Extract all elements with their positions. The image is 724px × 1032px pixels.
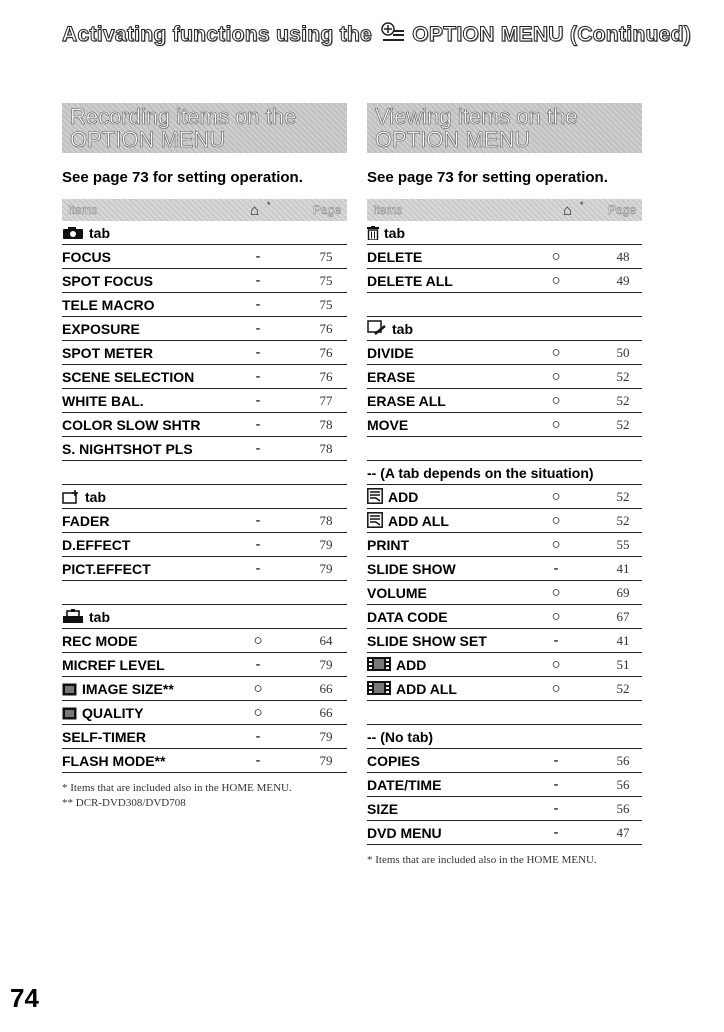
- page-reference: 49: [616, 273, 630, 288]
- home-menu-indicator: -: [255, 272, 261, 289]
- home-menu-indicator: ○: [551, 344, 561, 361]
- edit-tab-icon: [367, 319, 387, 343]
- page-reference: 79: [319, 753, 333, 768]
- quality-icon: [62, 703, 77, 727]
- item-name: [62, 365, 194, 389]
- item-label: TELE MACRO: [62, 297, 155, 313]
- table-row: [367, 821, 642, 845]
- page-reference: 41: [616, 633, 630, 648]
- item-label: DATA CODE: [367, 609, 448, 625]
- item-name: [367, 509, 449, 535]
- item-name: [367, 653, 426, 679]
- footnote: * Items that are included also in the HOME MENU.: [62, 782, 292, 794]
- page-reference: 52: [616, 681, 630, 696]
- playlist-add-icon: [367, 511, 383, 535]
- home-menu-indicator: ○: [551, 272, 561, 289]
- item-name: [367, 605, 448, 629]
- tab-name: [62, 221, 110, 247]
- table-row: [62, 509, 347, 533]
- item-name: [367, 533, 409, 557]
- home-menu-indicator: ○: [253, 632, 263, 649]
- tab-label: tab: [89, 225, 110, 241]
- home-menu-indicator: ○: [551, 680, 561, 697]
- tab-name: [367, 221, 405, 247]
- item-label: S. NIGHTSHOT PLS: [62, 441, 193, 457]
- page-reference: 75: [319, 297, 333, 312]
- page-reference: 52: [616, 369, 630, 384]
- item-label: QUALITY: [82, 705, 144, 721]
- item-name: [367, 485, 418, 511]
- table-row: [62, 413, 347, 437]
- table-row: [367, 605, 642, 629]
- table-row: [62, 269, 347, 293]
- item-name: [367, 269, 453, 293]
- home-menu-indicator: -: [255, 440, 261, 457]
- rec-settings-tab-icon: [62, 607, 84, 631]
- tab-label: tab: [392, 321, 413, 337]
- page-reference: 69: [616, 585, 630, 600]
- item-name: [62, 677, 174, 703]
- trash-tab-icon: [367, 223, 379, 247]
- home-menu-indicator: ○: [551, 248, 561, 265]
- header-page: Page: [607, 203, 636, 217]
- item-label: WHITE BAL.: [62, 393, 144, 409]
- tab-name: [62, 485, 106, 511]
- item-label: COPIES: [367, 753, 420, 769]
- playlist-add-icon: [367, 487, 383, 511]
- item-label: ADD: [388, 489, 419, 505]
- page-reference: 56: [616, 777, 630, 792]
- home-menu-indicator: -: [553, 632, 559, 649]
- home-menu-indicator: -: [255, 392, 261, 409]
- page-reference: 67: [616, 609, 630, 624]
- page-reference: 79: [319, 729, 333, 744]
- page-reference: 76: [319, 321, 333, 336]
- table-row: [367, 341, 642, 365]
- viewing-items-table: [367, 199, 642, 845]
- table-row: [367, 245, 642, 269]
- item-name: [367, 341, 414, 365]
- home-menu-indicator: ○: [551, 656, 561, 673]
- image-size-icon: [62, 679, 77, 703]
- item-name: [62, 725, 146, 749]
- table-tab-row: [367, 725, 642, 749]
- item-name: [62, 293, 155, 317]
- item-label: DATE/TIME: [367, 777, 442, 793]
- page-reference: 55: [616, 537, 630, 552]
- table-row: [62, 365, 347, 389]
- option-menu-icon: [381, 22, 405, 50]
- item-label: COLOR SLOW SHTR: [62, 417, 201, 433]
- table-row: [367, 581, 642, 605]
- item-label: ADD: [396, 657, 427, 673]
- item-label: IMAGE SIZE**: [82, 681, 174, 697]
- recording-see-page: See page 73 for setting operation.: [62, 169, 303, 186]
- table-header: [62, 199, 347, 221]
- film-add-icon: [367, 655, 391, 679]
- page-reference: 50: [616, 345, 630, 360]
- item-name: [367, 389, 446, 413]
- item-label: DELETE ALL: [367, 273, 453, 289]
- item-name: [62, 269, 153, 293]
- home-menu-indicator: ○: [551, 416, 561, 433]
- table-row: [62, 749, 347, 773]
- header-star: *: [267, 200, 271, 210]
- item-label: MOVE: [367, 417, 409, 433]
- page-reference: 66: [319, 681, 333, 696]
- recording-items-column: [62, 103, 347, 811]
- home-menu-indicator: -: [255, 656, 261, 673]
- header-items: Items: [373, 203, 403, 217]
- item-name: [62, 317, 140, 341]
- home-menu-indicator: -: [255, 752, 261, 769]
- page-reference: 76: [319, 345, 333, 360]
- page-reference: 77: [319, 393, 333, 408]
- home-menu-indicator: -: [255, 728, 261, 745]
- title-text-after: OPTION MENU (Continued): [412, 23, 691, 46]
- title-text-before: Activating functions using the: [62, 23, 373, 46]
- page-reference: 51: [616, 657, 630, 672]
- table-row: [367, 269, 642, 293]
- item-label: D.EFFECT: [62, 537, 131, 553]
- header-star: *: [580, 200, 584, 210]
- page-reference: 56: [616, 801, 630, 816]
- home-menu-indicator: -: [255, 560, 261, 577]
- effect-tab-icon: [62, 487, 80, 511]
- table-row: [62, 677, 347, 701]
- item-label: PICT.EFFECT: [62, 561, 151, 577]
- viewing-items-column: [367, 103, 642, 868]
- header-items: Items: [68, 203, 98, 217]
- home-menu-indicator: -: [553, 560, 559, 577]
- table-row: [62, 389, 347, 413]
- home-menu-indicator: -: [553, 824, 559, 841]
- recording-footnotes: [62, 781, 347, 811]
- page-reference: 64: [319, 633, 333, 648]
- item-label: DIVIDE: [367, 345, 414, 361]
- table-row: [367, 677, 642, 701]
- table-row: [367, 629, 642, 653]
- table-row: [367, 533, 642, 557]
- page-reference: 78: [319, 441, 333, 456]
- table-row: [367, 773, 642, 797]
- table-row: [62, 557, 347, 581]
- page-title: [62, 22, 691, 50]
- home-menu-indicator: -: [255, 248, 261, 265]
- item-name: [62, 533, 130, 557]
- item-label: FLASH MODE**: [62, 753, 166, 769]
- item-label: VOLUME: [367, 585, 427, 601]
- footnote: * Items that are included also in the HOME MENU.: [367, 854, 597, 866]
- item-name: [62, 629, 137, 653]
- film-add-icon: [367, 679, 391, 703]
- item-name: [62, 701, 143, 727]
- table-tab-row: [367, 317, 642, 341]
- home-menu-indicator: ○: [551, 392, 561, 409]
- item-name: [367, 581, 427, 605]
- item-name: [367, 749, 420, 773]
- page-reference: 52: [616, 513, 630, 528]
- table-tab-row: [367, 461, 642, 485]
- item-name: [367, 797, 398, 821]
- page-reference: 78: [319, 513, 333, 528]
- item-label: SCENE SELECTION: [62, 369, 195, 385]
- table-spacer-row: [62, 461, 347, 485]
- table-row: [62, 293, 347, 317]
- item-name: [62, 245, 111, 269]
- home-menu-indicator: -: [255, 296, 261, 313]
- table-row: [62, 341, 347, 365]
- home-menu-indicator: -: [255, 344, 261, 361]
- home-menu-indicator: ○: [551, 368, 561, 385]
- table-tab-row: [62, 605, 347, 629]
- item-label: SIZE: [367, 801, 399, 817]
- page-reference: 75: [319, 273, 333, 288]
- table-tab-row: [62, 485, 347, 509]
- table-row: [62, 437, 347, 461]
- item-label: SPOT METER: [62, 345, 154, 361]
- table-row: [62, 629, 347, 653]
- header-page: Page: [312, 203, 341, 217]
- item-label: DVD MENU: [367, 825, 442, 841]
- table-spacer-row: [367, 293, 642, 317]
- page-reference: 79: [319, 537, 333, 552]
- tab-label: -- (A tab depends on the situation): [367, 465, 594, 481]
- home-menu-indicator: -: [553, 752, 559, 769]
- item-name: [62, 653, 165, 677]
- viewing-see-page: See page 73 for setting operation.: [367, 169, 608, 186]
- table-tab-row: [62, 221, 347, 245]
- item-label: ERASE ALL: [367, 393, 446, 409]
- home-menu-indicator: ○: [253, 704, 263, 721]
- home-menu-indicator: -: [553, 800, 559, 817]
- item-label: SLIDE SHOW SET: [367, 633, 487, 649]
- item-name: [62, 437, 193, 461]
- footnote: ** DCR-DVD308/DVD708: [62, 797, 186, 809]
- home-menu-indicator: ○: [253, 680, 263, 697]
- page-reference: 79: [319, 561, 333, 576]
- home-icon: ⌂: [563, 202, 573, 219]
- page-reference: 76: [319, 369, 333, 384]
- table-row: [62, 533, 347, 557]
- page-reference: 79: [319, 657, 333, 672]
- tab-label: tab: [384, 225, 405, 241]
- tab-name: [367, 461, 594, 485]
- item-label: REC MODE: [62, 633, 138, 649]
- page-number: 74: [10, 983, 39, 1013]
- home-menu-indicator: ○: [551, 512, 561, 529]
- table-row: [62, 701, 347, 725]
- page-reference: 75: [319, 249, 333, 264]
- home-menu-indicator: -: [255, 320, 261, 337]
- table-row: [62, 725, 347, 749]
- item-name: [62, 413, 200, 437]
- page-reference: 47: [616, 825, 630, 840]
- page-reference: 78: [319, 417, 333, 432]
- item-label: SELF-TIMER: [62, 729, 146, 745]
- tab-label: tab: [85, 489, 106, 505]
- item-name: [367, 629, 487, 653]
- item-name: [62, 389, 144, 413]
- item-label: SLIDE SHOW: [367, 561, 456, 577]
- item-name: [367, 677, 457, 703]
- camera-tab-icon: [62, 223, 84, 247]
- page-reference: 41: [616, 561, 630, 576]
- tab-name: [367, 725, 433, 749]
- item-name: [62, 749, 165, 773]
- table-row: [367, 749, 642, 773]
- table-row: [62, 317, 347, 341]
- item-label: FOCUS: [62, 249, 111, 265]
- recording-items-heading: Recording items on the OPTION MENU: [62, 103, 347, 153]
- item-name: [62, 341, 153, 365]
- table-row: [367, 653, 642, 677]
- home-icon: ⌂: [250, 202, 260, 219]
- item-name: [367, 245, 422, 269]
- item-name: [367, 821, 442, 845]
- viewing-items-heading: Viewing items on the OPTION MENU: [367, 103, 642, 153]
- home-menu-indicator: -: [553, 776, 559, 793]
- table-row: [367, 557, 642, 581]
- page-reference: 56: [616, 753, 630, 768]
- item-label: ADD ALL: [388, 513, 449, 529]
- page-reference: 66: [319, 705, 333, 720]
- item-label: PRINT: [367, 537, 409, 553]
- table-row: [367, 485, 642, 509]
- table-row: [367, 509, 642, 533]
- table-row: [62, 653, 347, 677]
- item-label: DELETE: [367, 249, 423, 265]
- table-spacer-row: [62, 581, 347, 605]
- home-menu-indicator: -: [255, 536, 261, 553]
- home-menu-indicator: ○: [551, 536, 561, 553]
- page-reference: 52: [616, 393, 630, 408]
- item-name: [62, 509, 109, 533]
- table-row: [367, 797, 642, 821]
- table-row: [367, 389, 642, 413]
- table-row: [367, 413, 642, 437]
- item-name: [62, 557, 151, 581]
- home-menu-indicator: -: [255, 368, 261, 385]
- item-label: FADER: [62, 513, 110, 529]
- table-tab-row: [367, 221, 642, 245]
- item-label: SPOT FOCUS: [62, 273, 154, 289]
- item-name: [367, 557, 456, 581]
- home-menu-indicator: ○: [551, 488, 561, 505]
- table-row: [62, 245, 347, 269]
- item-label: MICREF LEVEL: [62, 657, 165, 673]
- tab-label: tab: [89, 609, 110, 625]
- home-menu-indicator: -: [255, 512, 261, 529]
- item-label: ERASE: [367, 369, 416, 385]
- home-menu-indicator: ○: [551, 584, 561, 601]
- item-label: ADD ALL: [396, 681, 457, 697]
- table-spacer-row: [367, 701, 642, 725]
- table-row: [367, 365, 642, 389]
- page-reference: 48: [616, 249, 630, 264]
- item-name: [367, 365, 415, 389]
- home-menu-indicator: -: [255, 416, 261, 433]
- table-header: [367, 199, 642, 221]
- item-label: EXPOSURE: [62, 321, 140, 337]
- tab-name: [367, 317, 413, 343]
- item-name: [367, 413, 408, 437]
- item-name: [367, 773, 441, 797]
- recording-items-table: [62, 199, 347, 773]
- tab-label: -- (No tab): [367, 729, 434, 745]
- home-menu-indicator: ○: [551, 608, 561, 625]
- page-reference: 52: [616, 417, 630, 432]
- viewing-footnotes: [367, 853, 642, 868]
- page-reference: 52: [616, 489, 630, 504]
- table-spacer-row: [367, 437, 642, 461]
- tab-name: [62, 605, 110, 631]
